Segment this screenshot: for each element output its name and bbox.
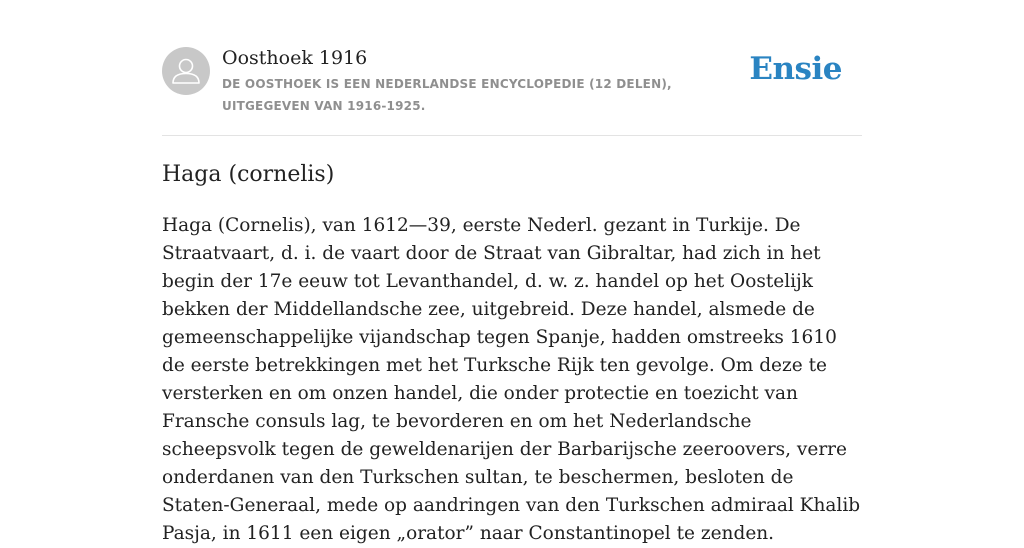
avatar[interactable]: [162, 47, 210, 95]
source-header: [162, 47, 862, 135]
user-placeholder-icon: [162, 47, 210, 95]
source-name[interactable]: Oosthoek 1916: [222, 47, 368, 69]
divider: [162, 135, 862, 136]
source-description: DE OOSTHOEK IS EEN NEDERLANDSE ENCYCLOPEDIE (12 DELEN), UITGEGEVEN VAN 1916-1925.: [222, 77, 672, 113]
brand-logo[interactable]: Ensie: [749, 51, 842, 87]
article-page: [162, 0, 862, 544]
source-info: [222, 47, 762, 117]
article-body: Haga (Cornelis), van 1612—39, eerste Nederl. gezant in Turkije. De Straatvaart, d. i. de vaart door de Straat van Gibraltar, had zich in het begin der 17e eeuw tot Levanthandel, d. w. z. handel op het Oostelijk bekken der Middellandsche zee, uitgebreid. Deze handel, alsmede de gemeenschappelijke vijandschap tegen Spanje, hadden omstreeks 1610 de eerste betrekkingen met het Turksche Rijk ten gevolge. Om deze te versterken en om onzen handel, die onder protectie en toezicht van Fransche consuls lag, te bevorderen en om het Nederlandsche scheepsvolk tegen de geweldenarijen der Barbarijsche zeeroovers, verre onderdanen van den Turkschen sultan, te beschermen, besloten de Staten-Generaal, mede op aandringen van den Turkschen admiraal Khalib Pasja, in 1611 een eigen „orator” naar Constantinopel te zenden.: [162, 215, 861, 544]
article-title: Haga (cornelis): [162, 162, 335, 187]
